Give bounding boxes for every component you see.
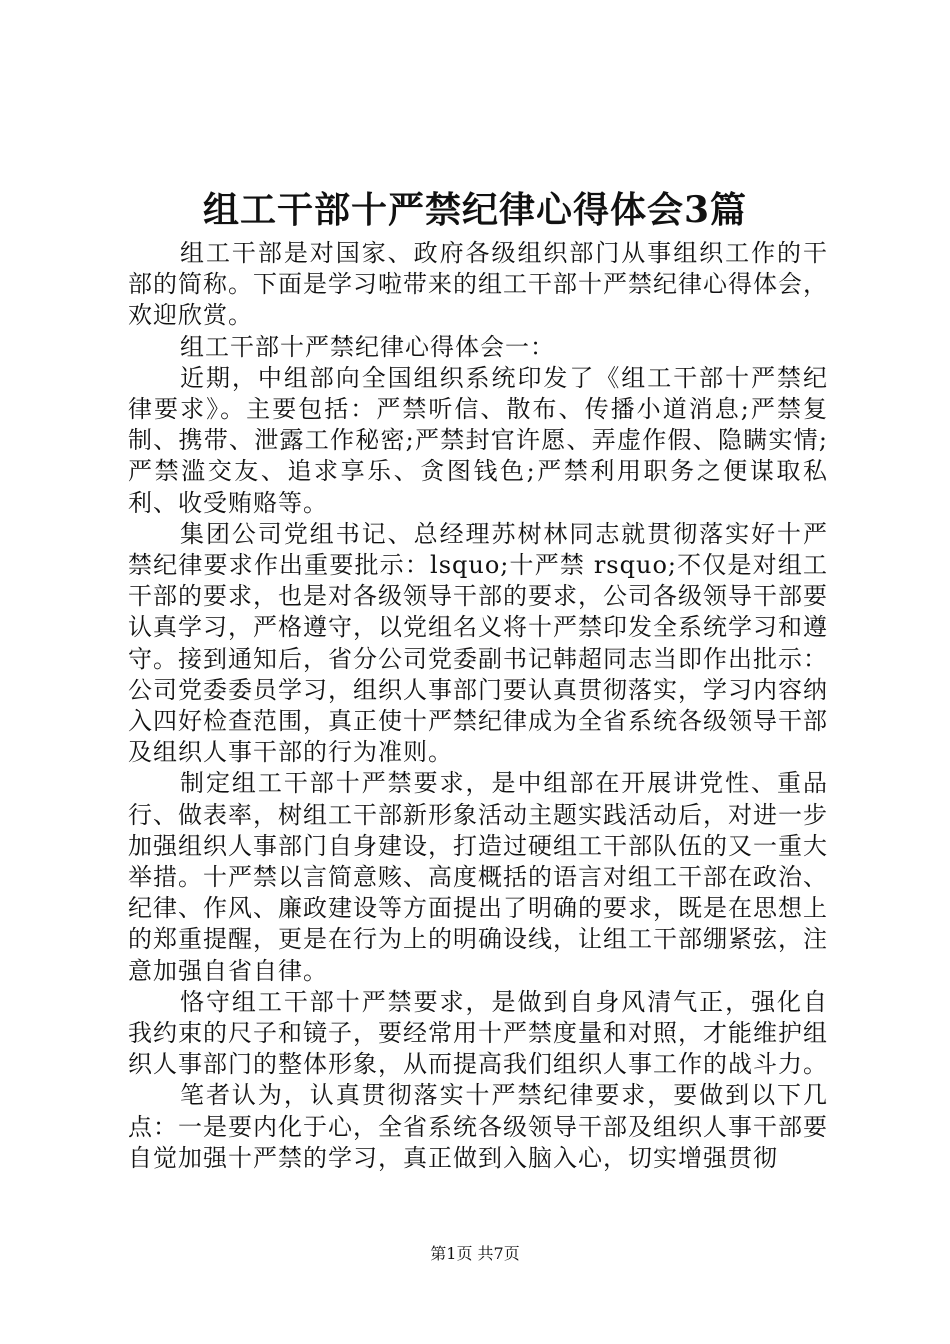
document-body (128, 238, 828, 1174)
paragraph-rules-summary: 近期，中组部向全国组织系统印发了《组工干部十严禁纪律要求》。主要包括：严禁听信、散布、传播小道消息;严禁复制、携带、泄露工作秘密;严禁封官许愿、弄虚作假、隐瞒实情;严禁滥交友、追求享乐、贪图钱色;严禁利用职务之便谋取私利、收受贿赂等。 (128, 363, 828, 517)
paragraph-section-heading: 组工干部十严禁纪律心得体会一： (180, 332, 555, 361)
document-title: 组工干部十严禁纪律心得体会3篇 (202, 189, 748, 231)
page-footer: 第1页 共7页 (430, 1244, 520, 1263)
paragraph-author-view: 笔者认为，认真贯彻落实十严禁纪律要求，要做到以下几点：一是要内化于心，全省系统各级领导干部及组织人事干部要自觉加强十严禁的学习，真正做到入脑入心，切实增强贯彻 (128, 1081, 828, 1172)
paragraph-intro: 组工干部是对国家、政府各级组织部门从事组织工作的干部的简称。下面是学习啦带来的组工干部十严禁纪律心得体会，欢迎欣赏。 (128, 239, 828, 330)
paragraph-compliance: 恪守组工干部十严禁要求，是做到自身风清气正，强化自我约束的尺子和镜子，要经常用十严禁度量和对照，才能维护组织人事部门的整体形象，从而提高我们组织人事工作的战斗力。 (128, 987, 828, 1079)
paragraph-instructions: 集团公司党组书记、总经理苏树林同志就贯彻落实好十严禁纪律要求作出重要批示：lsquo;十严禁 rsquo;不仅是对组工干部的要求，也是对各级领导干部的要求，公司各级领导干部要认真学习，严格遵守，以党组名义将十严禁印发全系统学习和遵守。接到通知后，省分公司党委副书记韩超同志当即作出批示：公司党委委员学习，组织人事部门要认真贯彻落实，学习内容纳入四好检查范围，真正使十严禁纪律成为全省系统各级领导干部及组织人事干部的行为准则。 (128, 519, 828, 767)
paragraph-significance: 制定组工干部十严禁要求，是中组部在开展讲党性、重品行、做表率，树组工干部新形象活动主题实践活动后，对进一步加强组织人事部门自身建设，打造过硬组工干部队伍的又一重大举措。十严禁以言简意赅、高度概括的语言对组工干部在政治、纪律、作风、廉政建设等方面提出了明确的要求，既是在思想上的郑重提醒，更是在行为上的明确设线，让组工干部绷紧弦，注意加强自省自律。 (128, 769, 828, 985)
